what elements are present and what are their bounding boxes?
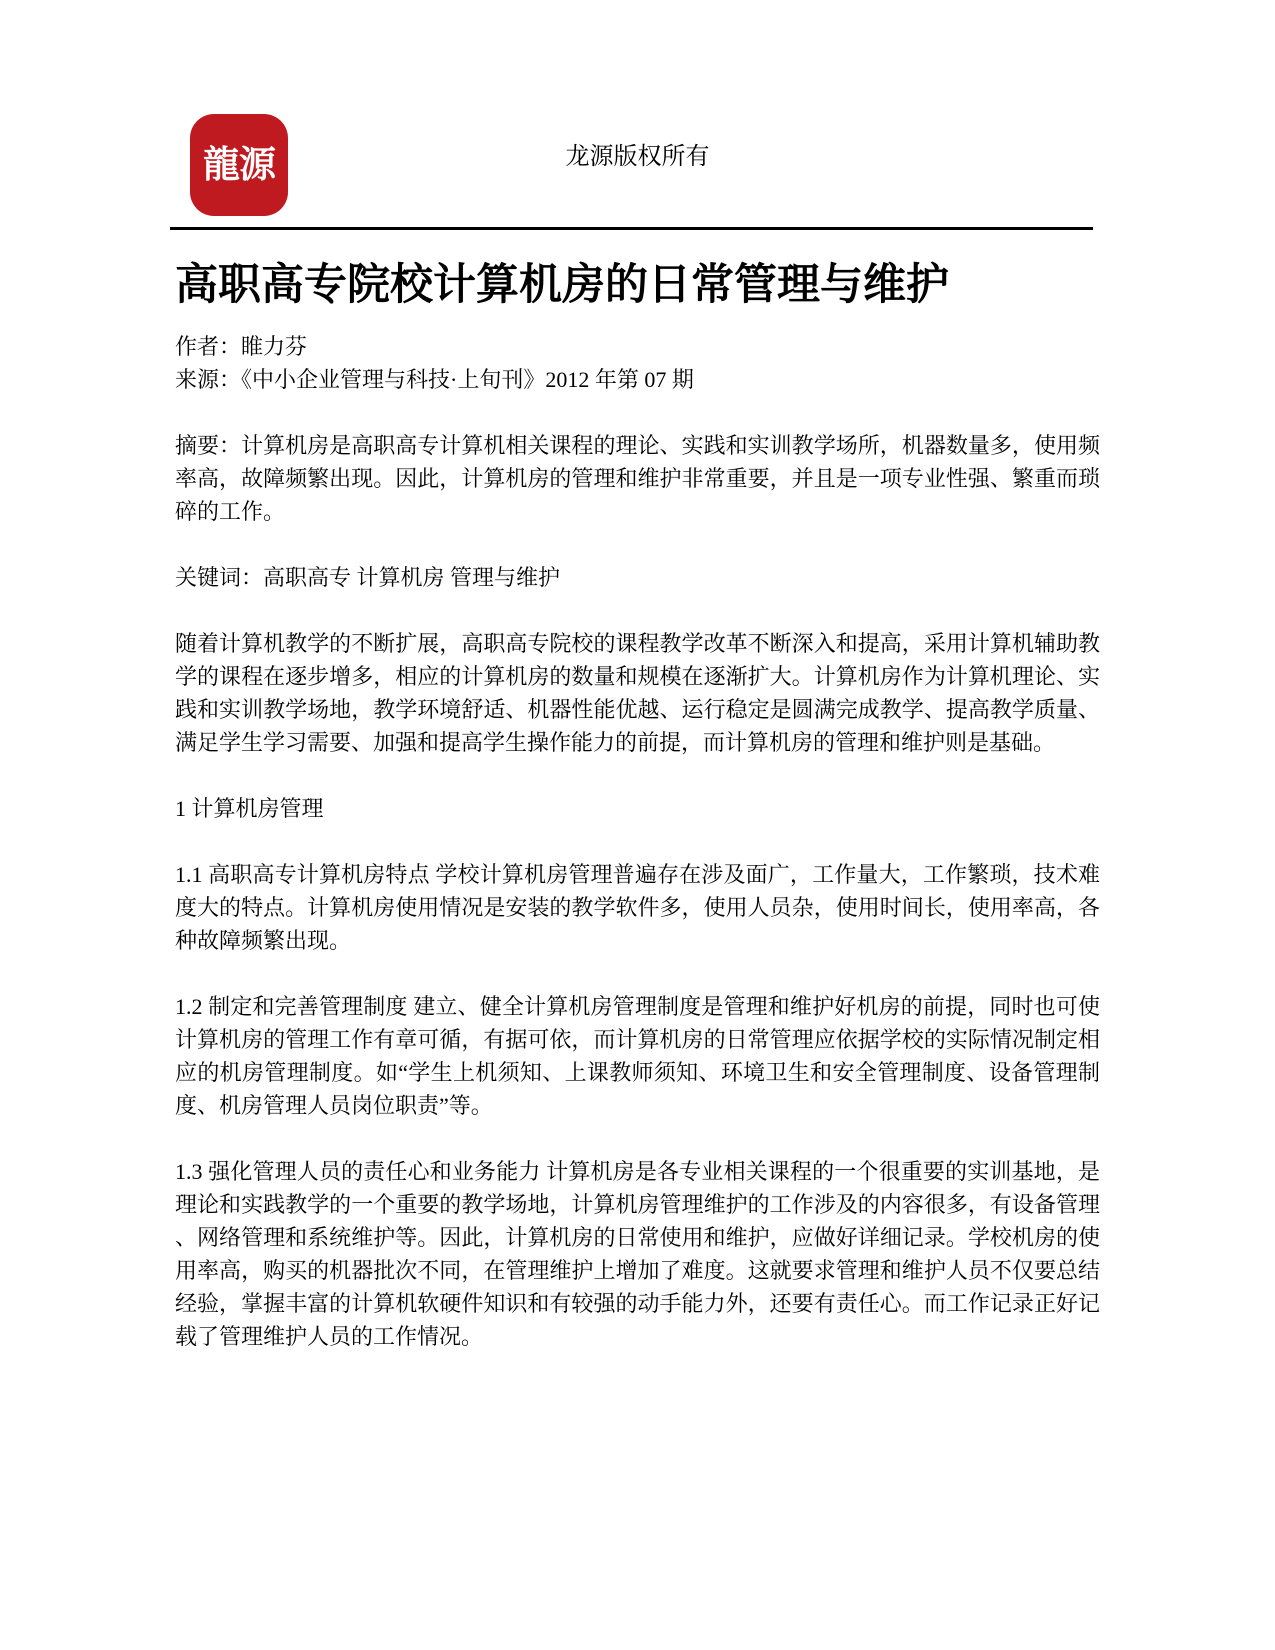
article: [175, 0, 1100, 1353]
body-paragraph-intro: 随着计算机教学的不断扩展，高职高专院校的课程教学改革不断深入和提高，采用计算机辅助教学的课程在逐步增多，相应的计算机房的数量和规模在逐渐扩大。计算机房作为计算机理论、实践和实训教学场地，教学环境舒适、机器性能优越、运行稳定是圆满完成教学、提高教学质量、满足学生学习需要、加强和提高学生操作能力的前提，而计算机房的管理和维护则是基础。: [175, 631, 1100, 755]
body-paragraph-1-1: 1.1 高职高专计算机房特点 学校计算机房管理普遍存在涉及面广，工作量大，工作繁琐，技术难度大的特点。计算机房使用情况是安装的教学软件多，使用人员杂，使用时间长，使用率高，各种故障频繁出现。: [175, 862, 1100, 953]
body-paragraph-1-3: 1.3 强化管理人员的责任心和业务能力 计算机房是各专业相关课程的一个很重要的实训基地，是理论和实践教学的一个重要的教学场地，计算机房管理维护的工作涉及的内容很多，有设备管理、网络管理和系统维护等。因此，计算机房的日常使用和维护，应做好详细记录。学校机房的使用率高，购买的机器批次不同，在管理维护上增加了难度。这就要求管理和维护人员不仅要总结经验，掌握丰富的计算机软硬件知识和有较强的动手能力外，还要有责任心。而工作记录正好记载了管理维护人员的工作情况。: [175, 1159, 1100, 1349]
source-line: 来源：《中小企业管理与科技·上旬刊》2012 年第 07 期: [175, 367, 694, 392]
logo-glyphs: 龍源: [203, 144, 275, 186]
body-paragraph-1-2: 1.2 制定和完善管理制度 建立、健全计算机房管理制度是管理和维护好机房的前提，同时也可使计算机房的管理工作有章可循，有据可依，而计算机房的日常管理应依据学校的实际情况制定相应的机房管理制度。如“学生上机须知、上课教师须知、环境卫生和安全管理制度、设备管理制度、机房管理人员岗位职责”等。: [175, 994, 1100, 1118]
byline: [175, 330, 1100, 396]
abstract: 摘要：计算机房是高职高专计算机相关课程的理论、实践和实训教学场所，机器数量多，使用频率高，故障频繁出现。因此，计算机房的管理和维护非常重要，并且是一项专业性强、繁重而琐碎的工作。: [175, 433, 1100, 524]
keywords: 关键词：高职高专 计算机房 管理与维护: [175, 565, 561, 590]
article-title: 高职高专院校计算机房的日常管理与维护: [175, 262, 949, 309]
author-line: 作者：睢力芬: [175, 334, 308, 359]
section-heading-1: 1 计算机房管理: [175, 796, 324, 821]
copyright-notice: 龙源版权所有: [565, 144, 710, 170]
